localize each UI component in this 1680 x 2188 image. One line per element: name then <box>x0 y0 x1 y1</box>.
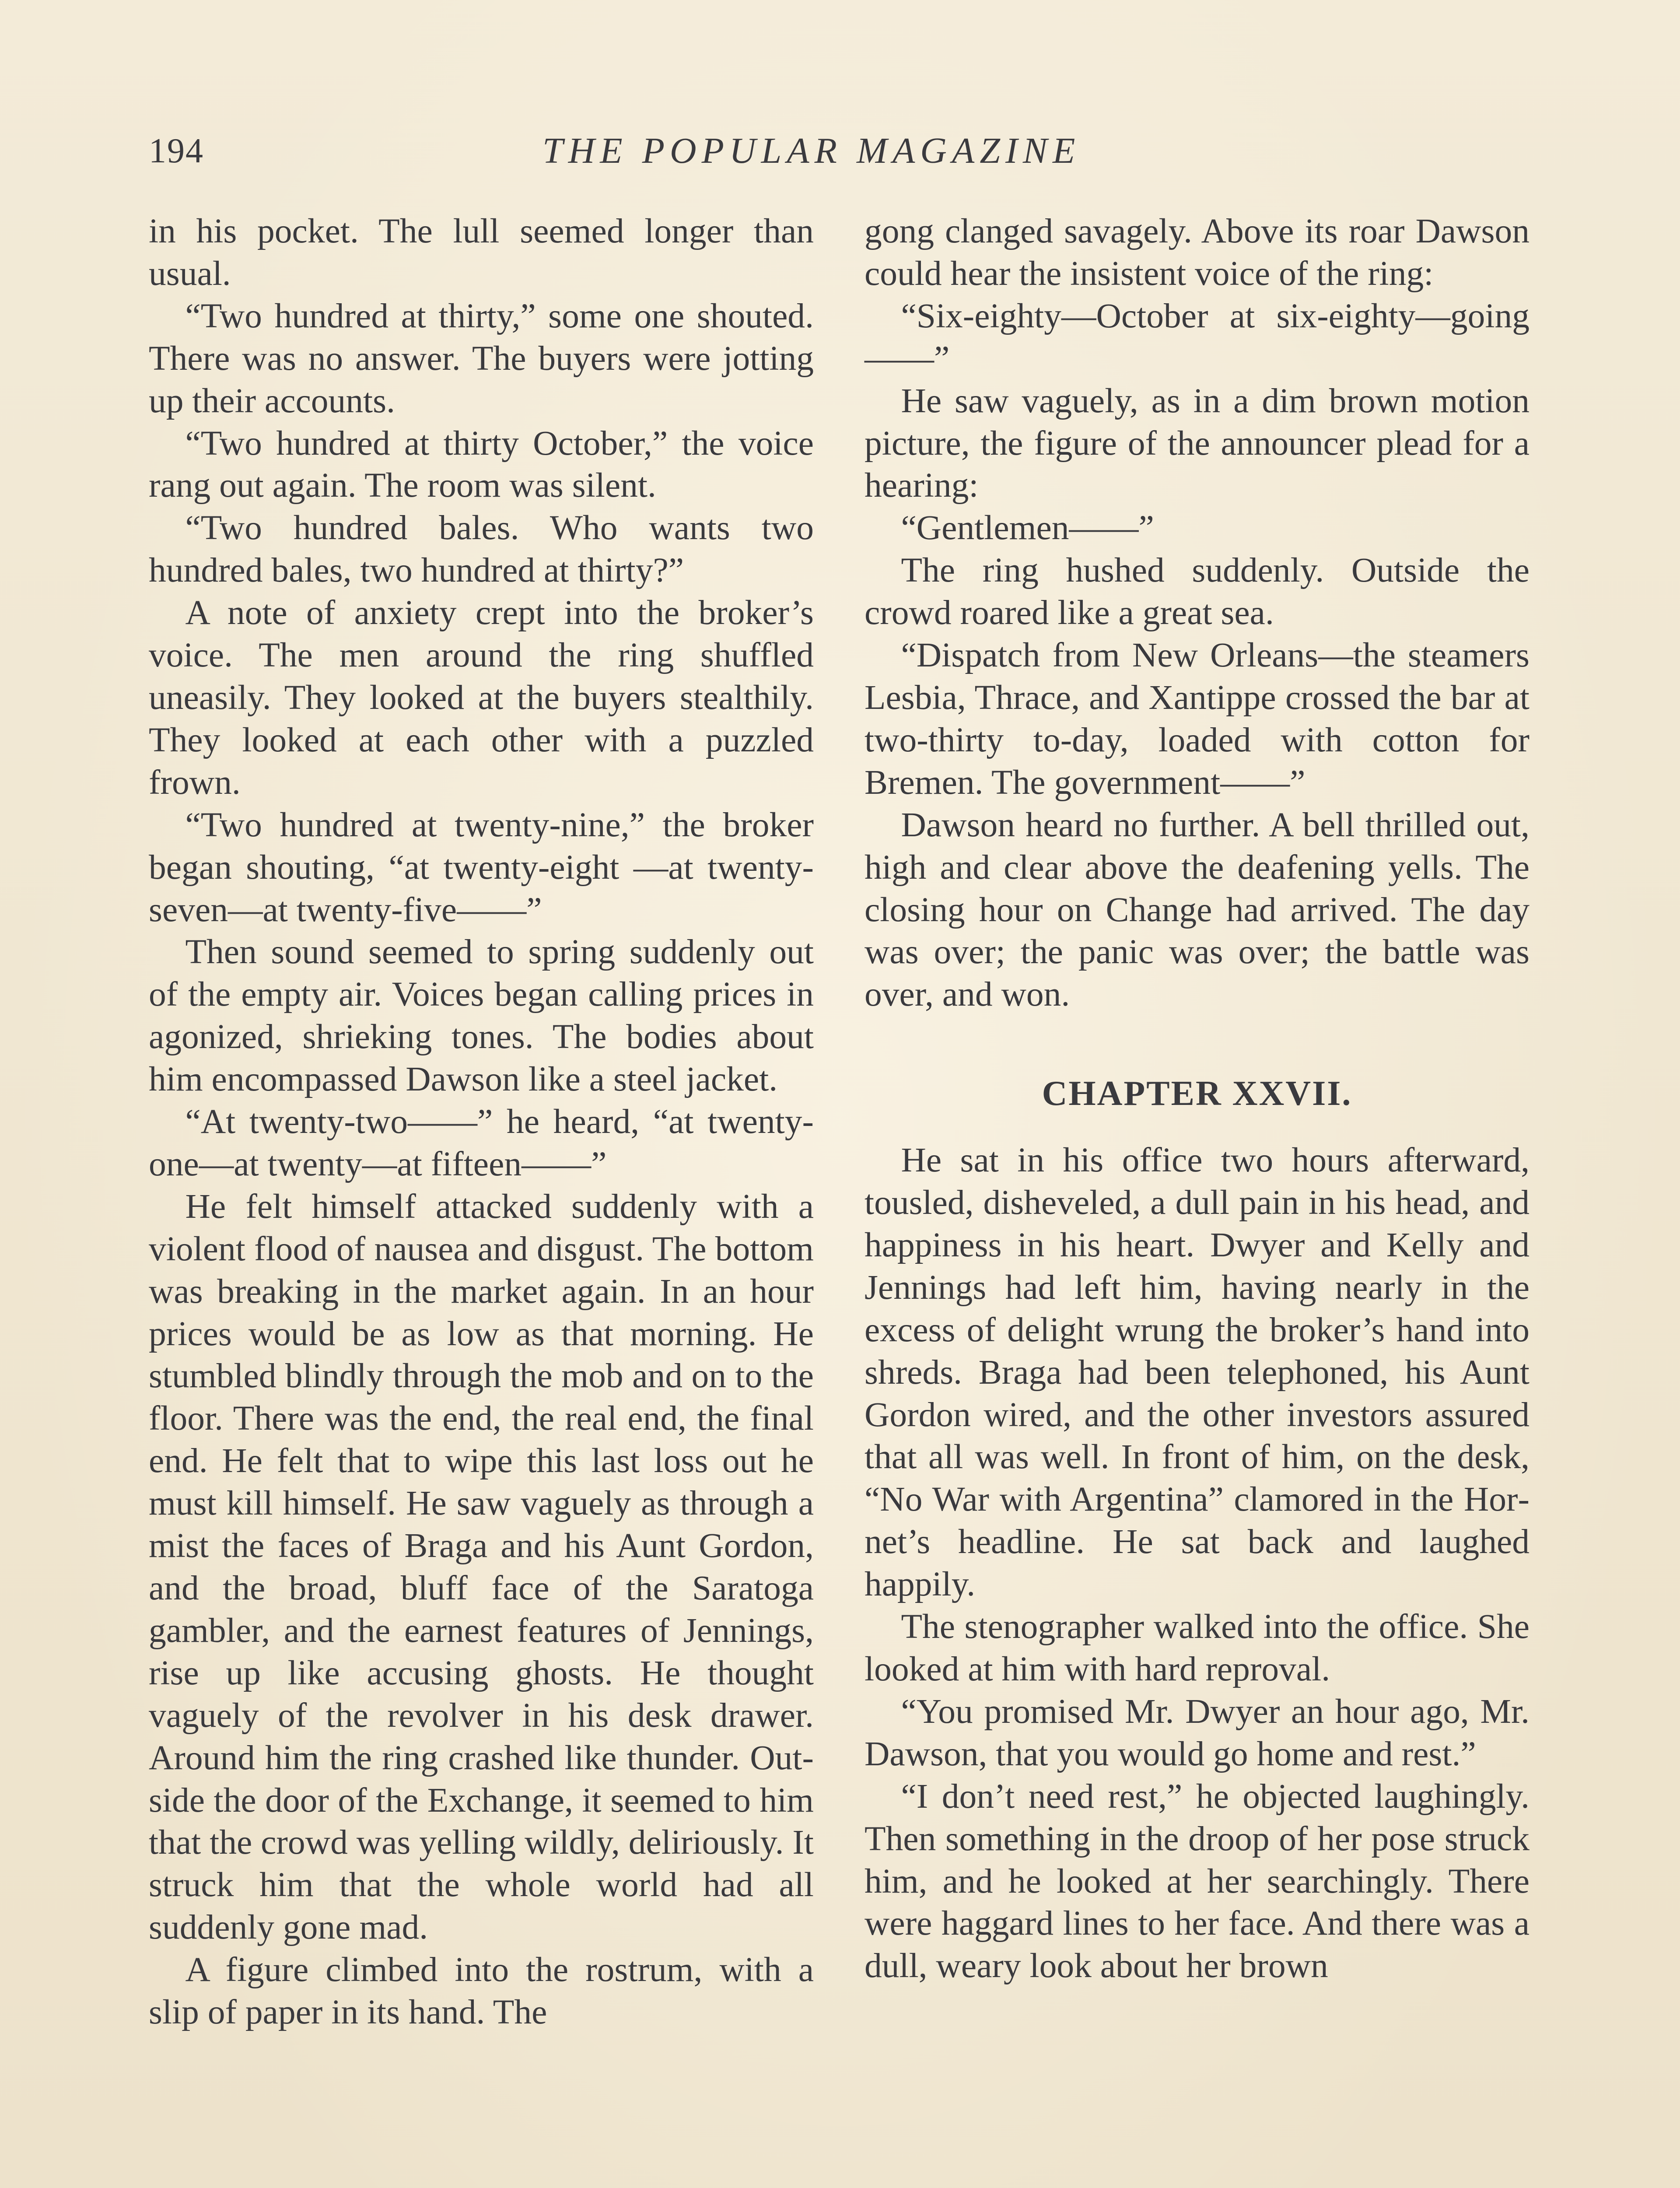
paragraph: in his pocket. The lull seemed longer than usual. <box>149 212 814 293</box>
paragraph: The stenographer walked into the office. She looked at him with hard reproval. <box>864 1607 1530 1688</box>
magazine-title: THE POPULAR MAGAZINE <box>542 130 1081 171</box>
left-column <box>149 210 814 2034</box>
right-column <box>864 210 1530 1987</box>
chapter-heading: CHAPTER XXVII. <box>1042 1074 1352 1113</box>
paragraph: The ring hushed suddenly. Outside the crowd roared like a great sea. <box>864 551 1530 632</box>
paragraph: “Two hundred bales. Who wants two hundred bales, two hundred at thirty?” <box>149 508 814 590</box>
paragraph: “Two hundred at twenty-nine,” the broker began shouting, “at twenty-eight —at twenty-seven—at twenty-five——” <box>149 805 814 929</box>
paragraph: Then sound seemed to spring suddenly out of the empty air. Voices began calling prices in agonized, shrieking tones. The bodies about him encompassed Dawson like a steel jacket. <box>149 933 814 1099</box>
paragraph: “Two hundred at thirty,” some one shouted. There was no answer. The buyers were jotting up their accounts. <box>149 296 814 420</box>
running-head <box>149 127 1531 175</box>
paragraph: “I don’t need rest,” he objected laughingly. Then something in the droop of her pose struck him, and he looked at her searchingly. There were haggard lines to her face. And there was a dull, weary look about her brown <box>864 1777 1530 1985</box>
paragraph: “Gentlemen——” <box>901 508 1154 547</box>
paragraph: He felt himself attacked suddenly with a violent flood of nausea and disgust. The bottom was breaking in the market again. In an hour prices would be as low as that morning. He stumbled blindly through the mob and on to the floor. There was the end, the real end, the final end. He felt that to wipe this last loss out he must kill himself. He saw vaguely as through a mist the faces of Braga and his Aunt Gordon, and the broad, bluff face of the Saratoga gambler, and the earnest features of Jennings, rise up like accusing ghosts. He thought vaguely of the revolver in his desk drawer. Around him the ring crashed like thunder. Outside the door of the Exchange, it seemed to him that the crowd was yelling wildly, deliriously. It struck him that the whole world had all suddenly gone mad. <box>149 1187 814 1947</box>
paragraph: A note of anxiety crept into the broker’s voice. The men around the ring shuffled uneasily. They looked at the buyers stealthily. They looked at each other with a puzzled frown. <box>149 593 814 802</box>
paragraph: gong clanged savagely. Above its roar Dawson could hear the insistent voice of the ring: <box>864 212 1530 293</box>
paragraph: “Two hundred at thirty October,” the voice rang out again. The room was silent. <box>149 424 814 505</box>
paragraph: Dawson heard no further. A bell thrilled out, high and clear above the deafening yells. The closing hour on Change had arrived. The day was over; the panic was over; the battle was over, and won. <box>864 805 1530 1014</box>
paragraph: “You promised Mr. Dwyer an hour ago, Mr. Dawson, that you would go home and rest.” <box>864 1692 1530 1773</box>
page-number: 194 <box>149 132 204 170</box>
paragraph: A figure climbed into the rostrum, with a slip of paper in its hand. The <box>149 1950 814 2032</box>
paragraph: He saw vaguely, as in a dim brown motion picture, the figure of the announcer plead for a hearing: <box>864 381 1530 505</box>
paragraph: “Dispatch from New Orleans—the steamers Lesbia, Thrace, and Xantippe crossed the bar at two-thirty to-day, loaded with cotton for Bremen. The government——” <box>864 636 1530 802</box>
paragraph: He sat in his office two hours afterward, tousled, disheveled, a dull pain in his head, and happiness in his heart. Dwyer and Kelly and Jennings had left him, having nearly in the excess of delight wrung the broker’s hand into shreds. Braga had been telephoned, his Aunt Gordon wired, and the other investors assured that all was well. In front of him, on the desk, “No War with Argentina” clamored in the Hornet’s headline. He sat back and laughed happily. <box>864 1141 1530 1604</box>
paragraph: “Six-eighty—October at six-eighty—going——” <box>864 296 1530 378</box>
paragraph: “At twenty-two——” he heard, “at twenty-one—at twenty—at fifteen——” <box>149 1102 814 1183</box>
